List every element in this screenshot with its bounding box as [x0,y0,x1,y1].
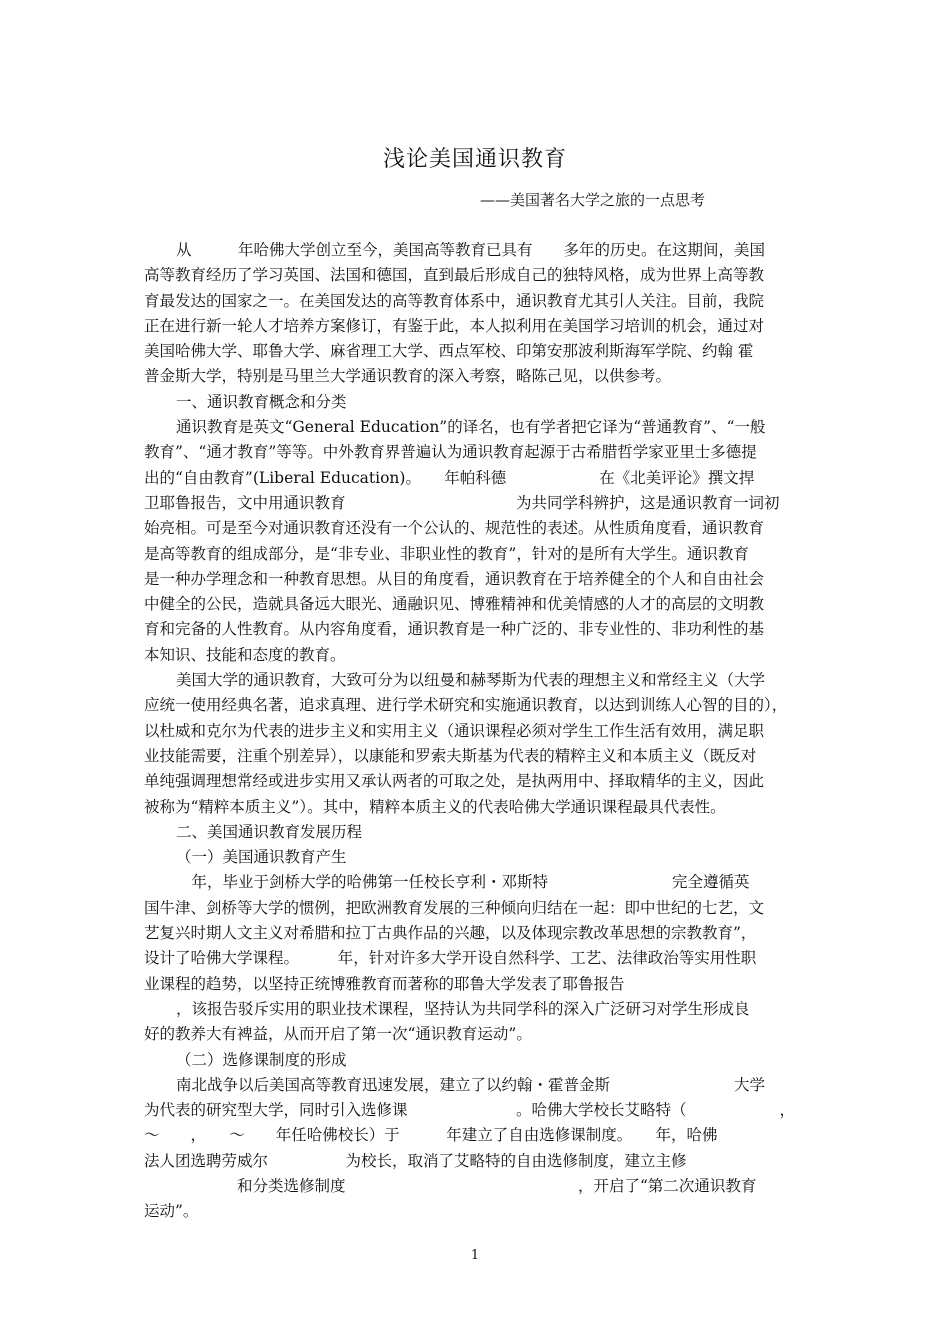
text-line: 是一种办学理念和一种教育思想。从目的角度看，通识教育在于培养健全的个人和自由社会 [144,569,765,588]
text-line: 美国哈佛大学、耶鲁大学、麻省理工大学、西点军校、印第安那波利斯海军学院、约翰 霍 [144,342,754,361]
text-line: 艺复兴时期人文主义对希腊和拉丁古典作品的兴趣，以及体现宗教改革思想的宗教教育”， [144,924,757,943]
text-line: 通识教育是英文“General Education”的译名，也有学者把它译为“普通教育”、“一般 [176,418,766,437]
document-body [144,238,806,1225]
text-line: 本知识、技能和态度的教育。 [144,645,346,664]
text-line: 出的“自由教育”(Liberal Education)。 年帕科德 在《北美评论》撰文捍 [144,468,755,487]
text-line: 高等教育经历了学习英国、法国和德国，直到最后形成自己的独特风格，成为世界上高等教 [144,266,765,285]
section-heading: 一、通识教育概念和分类 [176,392,347,411]
text-line: ，该报告驳斥实用的职业技术课程，坚持认为共同学科的深入广泛研习对学生形成良 [176,999,750,1018]
text-line: ～ ， ～ 年任哈佛校长）于 年建立了自由选修课制度。 年，哈佛 [144,1126,718,1145]
text-line: 法人团选聘劳威尔 为校长，取消了艾略特的自由选修制度，建立主修 [144,1151,687,1170]
section-heading: 二、美国通识教育发展历程 [176,822,363,841]
text-line: 始亮相。可是至今对通识教育还没有一个公认的、规范性的表述。从性质角度看，通识教育 [144,519,765,538]
text-line: 和分类选修制度 ，开启了“第二次通识教育 [144,1176,757,1195]
text-line: 单纯强调理想常经或进步实用又承认两者的可取之处，是执两用中、择取精华的主义，因此 [144,772,765,791]
subsection-heading: （二）选修课制度的形成 [176,1050,347,1069]
text-line: 正在进行新一轮人才培养方案修订，有鉴于此，本人拟利用在美国学习培训的机会，通过对 [144,316,765,335]
text-line: 应统一使用经典名著，追求真理、进行学术研究和实施通识教育，以达到训练人心智的目的）， [144,696,788,715]
text-line: 年，毕业于剑桥大学的哈佛第一任校长亨利・邓斯特 完全遵循英 [176,873,750,892]
text-line: 业技能需要，注重个别差异），以康能和罗索夫斯基为代表的精粹主义和本质主义（既反对 [144,746,757,765]
subsection-heading: （一）美国通识教育产生 [176,848,347,867]
text-line: 为代表的研究型大学，同时引入选修课 。哈佛大学校长艾略特（ ， [144,1101,796,1120]
text-line: 运动”。 [144,1202,199,1221]
text-line: 育最发达的国家之一。在美国发达的高等教育体系中，通识教育尤其引人关注。目前，我院 [144,291,765,310]
text-line: 是高等教育的组成部分，是“非专业、非职业性的教育”，针对的是所有大学生。通识教育 [144,544,749,563]
text-line: 从 年哈佛大学创立至今，美国高等教育已具有 多年的历史。在这期间，美国 [176,241,766,259]
text-line: 以杜威和克尔为代表的进步主义和实用主义（通识课程必须对学生工作生活有效用，满足职 [144,721,765,740]
text-line: 好的教养大有裨益，从而开启了第一次“通识教育运动”。 [144,1025,532,1044]
page-subtitle: ——美国著名大学之旅的一点思考 [480,191,706,209]
text-line: 教育”、“通才教育”等等。中外教育界普遍认为通识教育起源于古希腊哲学家亚里士多德提 [144,443,757,462]
text-line: 国牛津、剑桥等大学的惯例，把欧洲教育发展的三种倾向归结在一起：即中世纪的七艺，文 [144,898,765,917]
text-line: 卫耶鲁报告，文中用通识教育 为共同学科辨护，这是通识教育一词初 [144,493,780,512]
text-line: 育和完备的人性教育。从内容角度看，通识教育是一种广泛的、非专业性的、非功利性的基 [144,620,765,639]
text-line: 美国大学的通识教育，大致可分为以纽曼和赫琴斯为代表的理想主义和常经主义（大学 [176,671,766,690]
text-line: 普金斯大学，特别是马里兰大学通识教育的深入考察，略陈己见，以供参考。 [144,367,672,386]
text-line: 南北战争以后美国高等教育迅速发展，建立了以约翰・霍普金斯 大学 [176,1075,766,1094]
page-title: 浅论美国通识教育 [382,147,567,172]
text-line: 设计了哈佛大学课程。 年，针对许多大学开设自然科学、工艺、法律政治等实用性职 [144,949,757,968]
text-line: 业课程的趋势，以坚持正统博雅教育而著称的耶鲁大学发表了耶鲁报告 [144,974,625,993]
page-number: 1 [470,1248,480,1263]
text-line: 中健全的公民，造就具备远大眼光、通融识见、博雅精神和优美情感的人才的高层的文明教 [144,595,765,614]
text-line: 被称为“精粹本质主义”）。其中，精粹本质主义的代表哈佛大学通识课程最具代表性。 [144,797,726,816]
